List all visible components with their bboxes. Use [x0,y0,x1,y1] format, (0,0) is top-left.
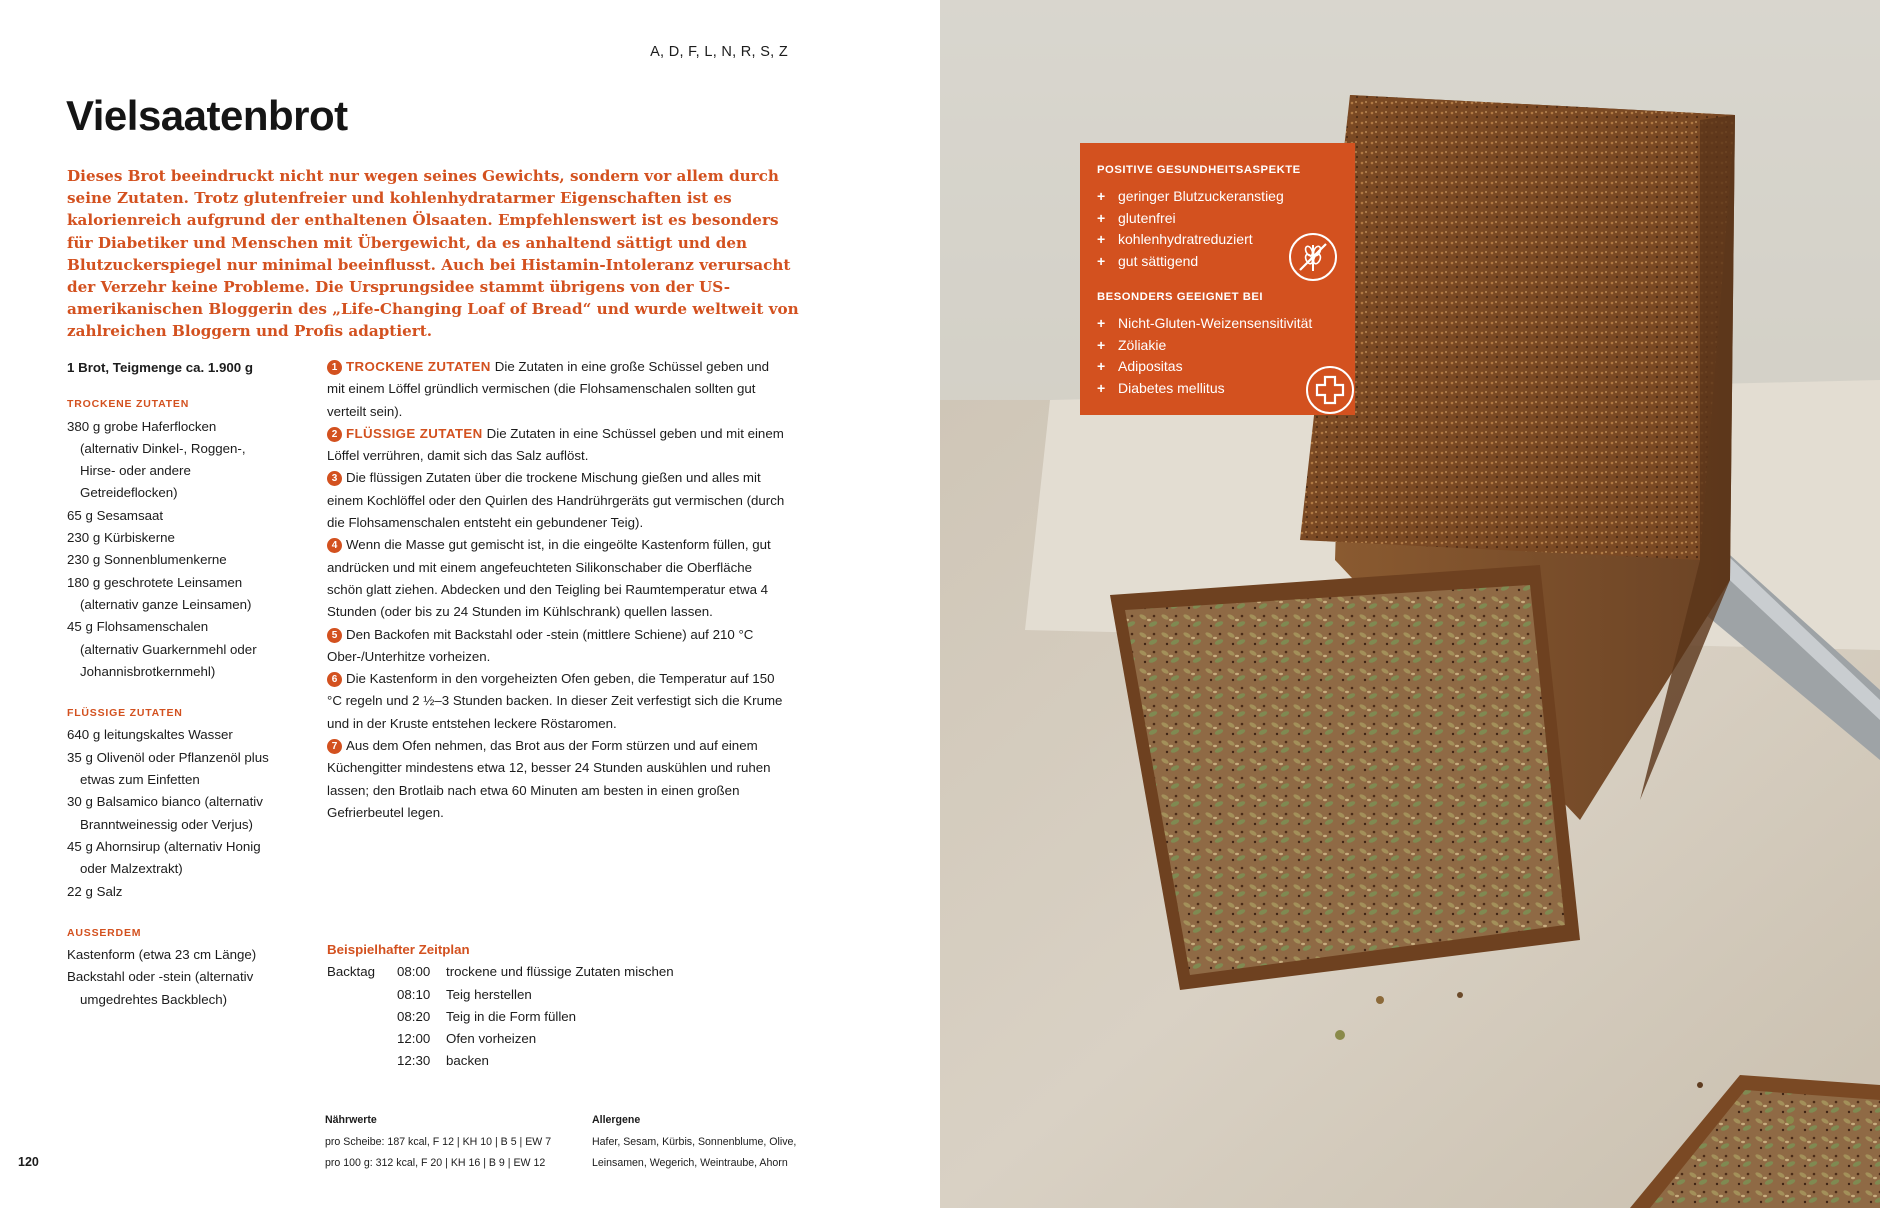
positive-aspect-item-text: geringer Blutzuckeranstieg [1118,187,1284,204]
ingredient-list [67,416,297,684]
schedule-row [327,1050,790,1072]
schedule-time: 08:00 [397,964,431,980]
step-text: Aus dem Ofen nehmen, das Brot aus der Form stürzen und auf einem Küchengitter mindestens etwa 12, besser 24 Stunden auskühlen und ruhen lassen; den Brotlaib nach etwa 60 Minuten am besten in einen großen Gefrierbeutel legen. [327,738,771,820]
allergens-info [592,1110,852,1175]
schedule [327,939,790,1073]
step-number: 4 [327,538,342,553]
step-text: Wenn die Masse gut gemischt ist, in die eingeölte Kastenform füllen, gut andrücken und mit einem angefeuchteten Silikonschaber die Oberfläche schön glatt ziehen. Abdecken und den Teigling bei Raumtemperatur etwa 4 Stunden (oder bis zu 24 Stunden im Kühlschrank) quellen lassen. [327,537,771,620]
ingredient-item: (alternativ ganze Leinsamen) [80,596,252,612]
positive-aspect-item [1097,186,1342,208]
step-text: Die Zutaten in eine große Schüssel geben und mit einem Löffel gründlich vermischen (die Flohsamenschalen sollten gut verteilt sein). [327,359,770,419]
step-number: 5 [327,628,342,643]
plus-icon: + [1097,380,1106,397]
recipe-intro: Dieses Brot beeindruckt nicht nur wegen seines Gewichts, sondern vor allem durch seine Zutaten. Trotz glutenfreier und kohlenhydratarmer Eigenschaften ist es kalorienreich aufgrund der enthaltenen Ölsaaten. Empfehlenswert ist es besonders für Diabetiker und Menschen mit Übergewicht, da es anhaltend sättigt und den Blutzuckerspiegel nur minimal beeinflusst. Auch bei Histamin-Intoleranz verursacht der Verzehr keine Probleme. Die Ursprungsidee stammt übrigens von der US-amerikanischen Bloggerin des „Life-Changing Loaf of Bread“ und wurde weltweit von zahlreichen Bloggern und Profis adaptiert. [67,167,799,341]
ingredient-item: Kastenform (etwa 23 cm Länge) [67,947,257,963]
positive-aspect-item-text: gut sättigend [1118,253,1199,270]
schedule-task: Teig herstellen [446,986,532,1002]
ingredient-list [67,724,297,902]
medical-cross-icon [1306,366,1354,414]
allergens-heading: Allergene [592,1114,641,1126]
yield-info: 1 Brot, Teigmenge ca. 1.900 g [67,360,253,375]
positive-aspects-heading: POSITIVE GESUNDHEITSASPEKTE [1097,164,1301,176]
ingredient-groups [67,393,297,1011]
schedule-task: backen [446,1053,489,1069]
plus-icon: + [1097,209,1106,226]
ingredient-item: Getreideflocken) [80,485,178,501]
step-number: 3 [327,471,342,486]
step-text: Den Backofen mit Backstahl oder -stein (mittlere Schiene) auf 210 °C Ober-/Unterhitze vorheizen. [327,626,754,664]
step-number: 7 [327,739,342,754]
step-text: Die Zutaten in eine Schüssel geben und mit einem Löffel verrühren, damit sich das Salz auflöst. [327,425,784,464]
schedule-row [327,1028,790,1050]
step-label: FLÜSSIGE ZUTATEN [346,425,483,441]
positive-aspect-item [1097,208,1342,230]
ingredient-item: Backstahl oder -stein (alternativ [67,969,254,985]
nutrition-heading: Nährwerte [325,1114,377,1126]
ingredient-item: 30 g Balsamico bianco (alternativ [67,794,263,810]
ingredient-item: Hirse- oder andere [80,463,191,479]
ingredient-item: etwas zum Einfetten [80,772,200,788]
ingredient-item: Branntweinessig oder Verjus) [80,816,253,832]
ingredient-item: 45 g Flohsamenschalen [67,619,209,635]
ingredient-item: umgedrehtes Backblech) [80,991,228,1007]
step-label: TROCKENE ZUTATEN [346,359,491,374]
schedule-time: 08:20 [397,1008,431,1024]
nutrition-per-slice: pro Scheibe: 187 kcal, F 12 | KH 10 | B 5 | EW 7 [325,1135,552,1148]
bread-photo [940,0,1880,1208]
schedule-task: trockene und flüssige Zutaten mischen [446,964,674,980]
ingredient-item: 380 g grobe Haferflocken [67,418,217,434]
schedule-time: 12:00 [397,1031,431,1047]
suited-for-item-text: Zöliakie [1118,336,1167,353]
ingredient-group-heading: TROCKENE ZUTATEN [67,398,190,411]
plus-icon: + [1097,253,1106,270]
wheat-icon [1291,235,1335,279]
step-number: 6 [327,672,342,687]
ingredient-list [67,944,297,1011]
step-text: Die flüssigen Zutaten über die trockene Mischung gießen und alles mit einem Kochlöffel oder den Quirlen des Handrührgeräts gut vermischen (durch die Flohsamenschalen entsteht ein gebundener Teig). [327,470,785,531]
ingredient-item: 45 g Ahornsirup (alternativ Honig [67,838,261,854]
schedule-time: 12:30 [397,1053,431,1069]
schedule-rows [327,961,790,1072]
schedule-row [327,984,790,1006]
schedule-day [327,1028,397,1050]
ingredient-group [67,393,297,683]
suited-for-item-text: Nicht-Gluten-Weizensensitivität [1118,314,1313,331]
schedule-day [327,1006,397,1028]
recipe-title: Vielsaatenbrot [66,92,348,139]
schedule-task: Ofen vorheizen [446,1031,537,1047]
ingredient-item: 180 g geschrotete Leinsamen [67,574,243,590]
ingredient-group-heading: FLÜSSIGE ZUTATEN [67,707,183,720]
positive-aspect-item-text: glutenfrei [1118,209,1176,226]
instruction-step [327,624,790,669]
suited-for-item [1097,356,1342,378]
ingredient-item: 22 g Salz [67,883,123,899]
schedule-task: Teig in die Form füllen [446,1008,577,1024]
ingredient-item: Johannisbrotkernmehl) [80,663,216,679]
allergens-line-1: Hafer, Sesam, Kürbis, Sonnenblume, Olive, [592,1135,797,1148]
suited-for-item [1097,335,1342,357]
plus-icon: + [1097,187,1106,204]
ingredient-item: (alternativ Dinkel-, Roggen-, [80,440,246,456]
page-number: 120 [18,1155,39,1169]
cross-icon [1308,368,1352,412]
suited-for-item [1097,313,1342,335]
schedule-day [327,1050,397,1072]
nutrition-info [325,1110,585,1175]
schedule-time: 08:10 [397,986,431,1002]
ingredient-item: 640 g leitungskaltes Wasser [67,727,233,743]
allergens-line-2: Leinsamen, Wegerich, Weintraube, Ahorn [592,1157,788,1169]
plus-icon: + [1097,336,1106,353]
suited-for-item-text: Diabetes mellitus [1118,380,1225,397]
schedule-row [327,1006,790,1028]
suited-for-item-text: Adipositas [1118,358,1183,375]
step-number: 1 [327,360,342,375]
ingredient-item: oder Malzextrakt) [80,861,183,877]
instruction-step [327,534,790,623]
ingredient-item: 35 g Olivenöl oder Pflanzenöl plus [67,749,269,765]
positive-aspect-item-text: kohlenhydratreduziert [1118,231,1253,248]
instruction-step [327,423,790,468]
plus-icon: + [1097,231,1106,248]
instruction-step [327,356,790,423]
step-text: Die Kastenform in den vorgeheizten Ofen geben, die Temperatur auf 150 °C regeln und 2 ½–3 Stunden backen. In dieser Zeit verfestigt sich die Krume und in der Kruste entstehen leckere Röstaromen. [327,671,783,731]
schedule-row [327,961,790,983]
ingredient-item: 230 g Sonnenblumenkerne [67,552,227,568]
suited-for-heading: BESONDERS GEEIGNET BEI [1097,290,1264,303]
instruction-step [327,467,790,534]
allergen-codes: A, D, F, L, N, R, S, Z [650,44,788,60]
schedule-title: Beispielhafter Zeitplan [327,942,470,957]
ingredient-item: 65 g Sesamsaat [67,507,164,523]
ingredients-column [67,357,297,1030]
health-aspects-box [1080,143,1355,415]
gluten-free-icon [1289,233,1337,281]
plus-icon: + [1097,358,1106,375]
instruction-step [327,735,790,824]
ingredient-group-heading: AUSSERDEM [67,926,142,939]
plus-icon: + [1097,314,1106,331]
step-number: 2 [327,427,342,442]
ingredient-group [67,922,297,1011]
schedule-day: Backtag [327,964,376,980]
ingredient-group [67,702,297,903]
schedule-day [327,984,397,1006]
ingredient-item: 230 g Kürbiskerne [67,530,175,546]
nutrition-per-100g: pro 100 g: 312 kcal, F 20 | KH 16 | B 9 | EW 12 [325,1157,546,1169]
ingredient-item: (alternativ Guarkernmehl oder [80,641,257,657]
instruction-step [327,668,790,735]
instructions [327,356,790,824]
